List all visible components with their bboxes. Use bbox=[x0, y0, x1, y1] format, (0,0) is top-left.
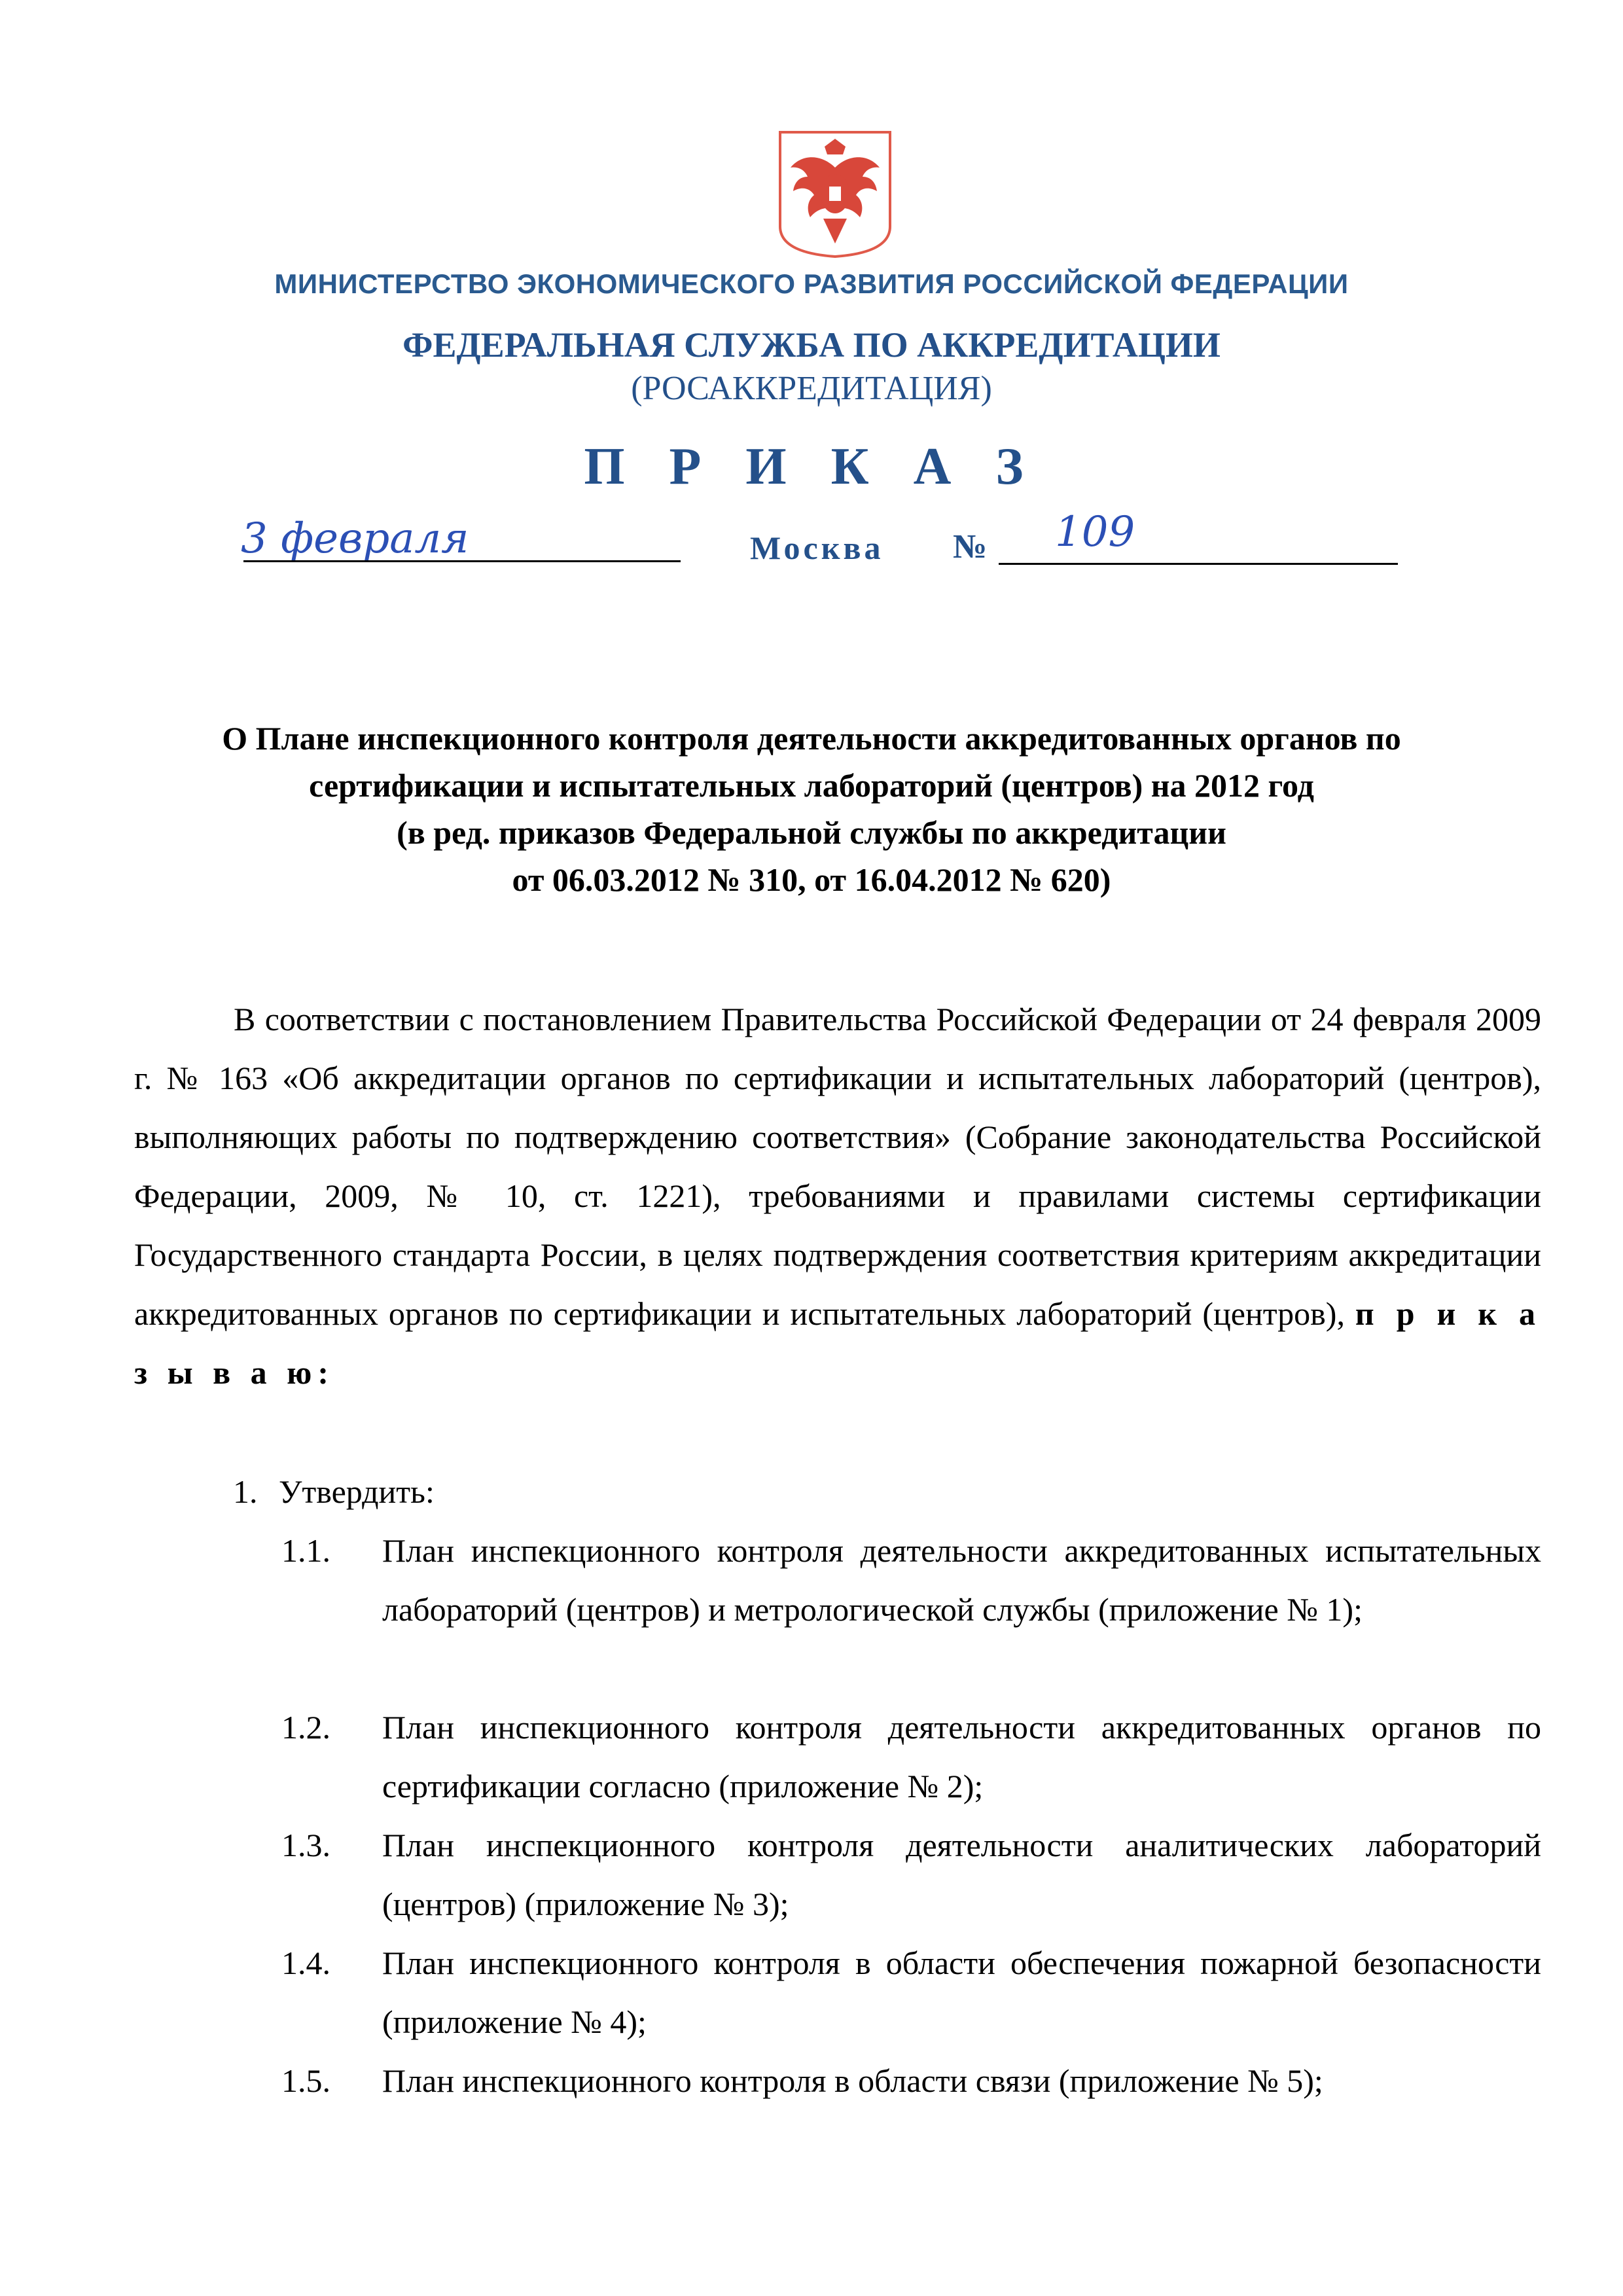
item-text: План инспекционного контроля деятельности аккредитованных органов по сертификации согласно (приложение № 2); bbox=[382, 1709, 1541, 1804]
list-item bbox=[233, 1462, 435, 1521]
handwritten-date: 3 февраля bbox=[241, 514, 469, 563]
item-text: План инспекционного контроля в области обеспечения пожарной безопасности (приложение № 4); bbox=[382, 1945, 1541, 2040]
number-sign: № bbox=[953, 528, 988, 565]
item-number: 1. bbox=[233, 1473, 258, 1510]
item-number: 1.2. bbox=[281, 1709, 330, 1746]
item-number: 1.5. bbox=[281, 2062, 330, 2099]
list-item bbox=[281, 2051, 1541, 2110]
city-label: Москва bbox=[750, 529, 884, 566]
preamble-text: В соответствии с постановлением Правительства Российской Федерации от 24 февраля 2009 г. № 163 «Об аккредитации органов по сертификации и испытательных лабораторий (центров), выполняющих работы по подтверждению соответствия» (Собрание законодательства Российской Федерации, 2009, № 10, ст. 1221), требованиями и правилами системы сертификации Государственного стандарта России, в целях подтверждения соответствия критериям аккредитации аккредитованных органов по сертификации и испытательных лабораторий (центров), bbox=[134, 1001, 1541, 1332]
list-item bbox=[281, 1933, 1541, 2051]
coat-of-arms-emblem bbox=[776, 128, 894, 259]
item-number: 1.1. bbox=[281, 1532, 330, 1569]
title-line: О Плане инспекционного контроля деятельности аккредитованных органов по bbox=[222, 720, 1401, 757]
handwritten-number: 109 bbox=[1055, 508, 1135, 556]
service-short-name: (РОСАККРЕДИТАЦИЯ) bbox=[631, 370, 992, 407]
item-number: 1.3. bbox=[281, 1827, 330, 1863]
title-line: (в ред. приказов Федеральной службы по аккредитации bbox=[397, 814, 1226, 851]
item-text: Утвердить: bbox=[279, 1473, 435, 1510]
number-underline bbox=[999, 563, 1398, 565]
title-line: от 06.03.2012 № 310, от 16.04.2012 № 620) bbox=[512, 861, 1111, 898]
ministry-name: МИНИСТЕРСТВО ЭКОНОМИЧЕСКОГО РАЗВИТИЯ РОССИЙСКОЙ ФЕДЕРАЦИИ bbox=[274, 268, 1349, 299]
document-type-heading: П Р И К А З bbox=[584, 438, 1039, 495]
list-item bbox=[281, 1816, 1541, 1933]
item-text: План инспекционного контроля в области связи (приложение № 5); bbox=[382, 2062, 1323, 2099]
order-word: п р и к а з ы в а ю: bbox=[134, 1295, 1542, 1391]
item-text: План инспекционного контроля деятельности аккредитованных испытательных лабораторий (центров) и метрологической службы (приложение № 1); bbox=[382, 1532, 1541, 1628]
item-number: 1.4. bbox=[281, 1945, 330, 1981]
title-line: сертификации и испытательных лабораторий (центров) на 2012 год bbox=[309, 767, 1314, 804]
double-headed-eagle-icon bbox=[776, 128, 894, 259]
item-text: План инспекционного контроля деятельности аналитических лабораторий (центров) (приложение № 3); bbox=[382, 1827, 1541, 1922]
service-name: ФЕДЕРАЛЬНАЯ СЛУЖБА ПО АККРЕДИТАЦИИ bbox=[402, 325, 1221, 365]
document-title bbox=[131, 715, 1492, 903]
list-item bbox=[281, 1521, 1541, 1639]
preamble-paragraph bbox=[134, 990, 1541, 1402]
list-item bbox=[281, 1698, 1541, 1816]
date-underline bbox=[243, 560, 681, 562]
